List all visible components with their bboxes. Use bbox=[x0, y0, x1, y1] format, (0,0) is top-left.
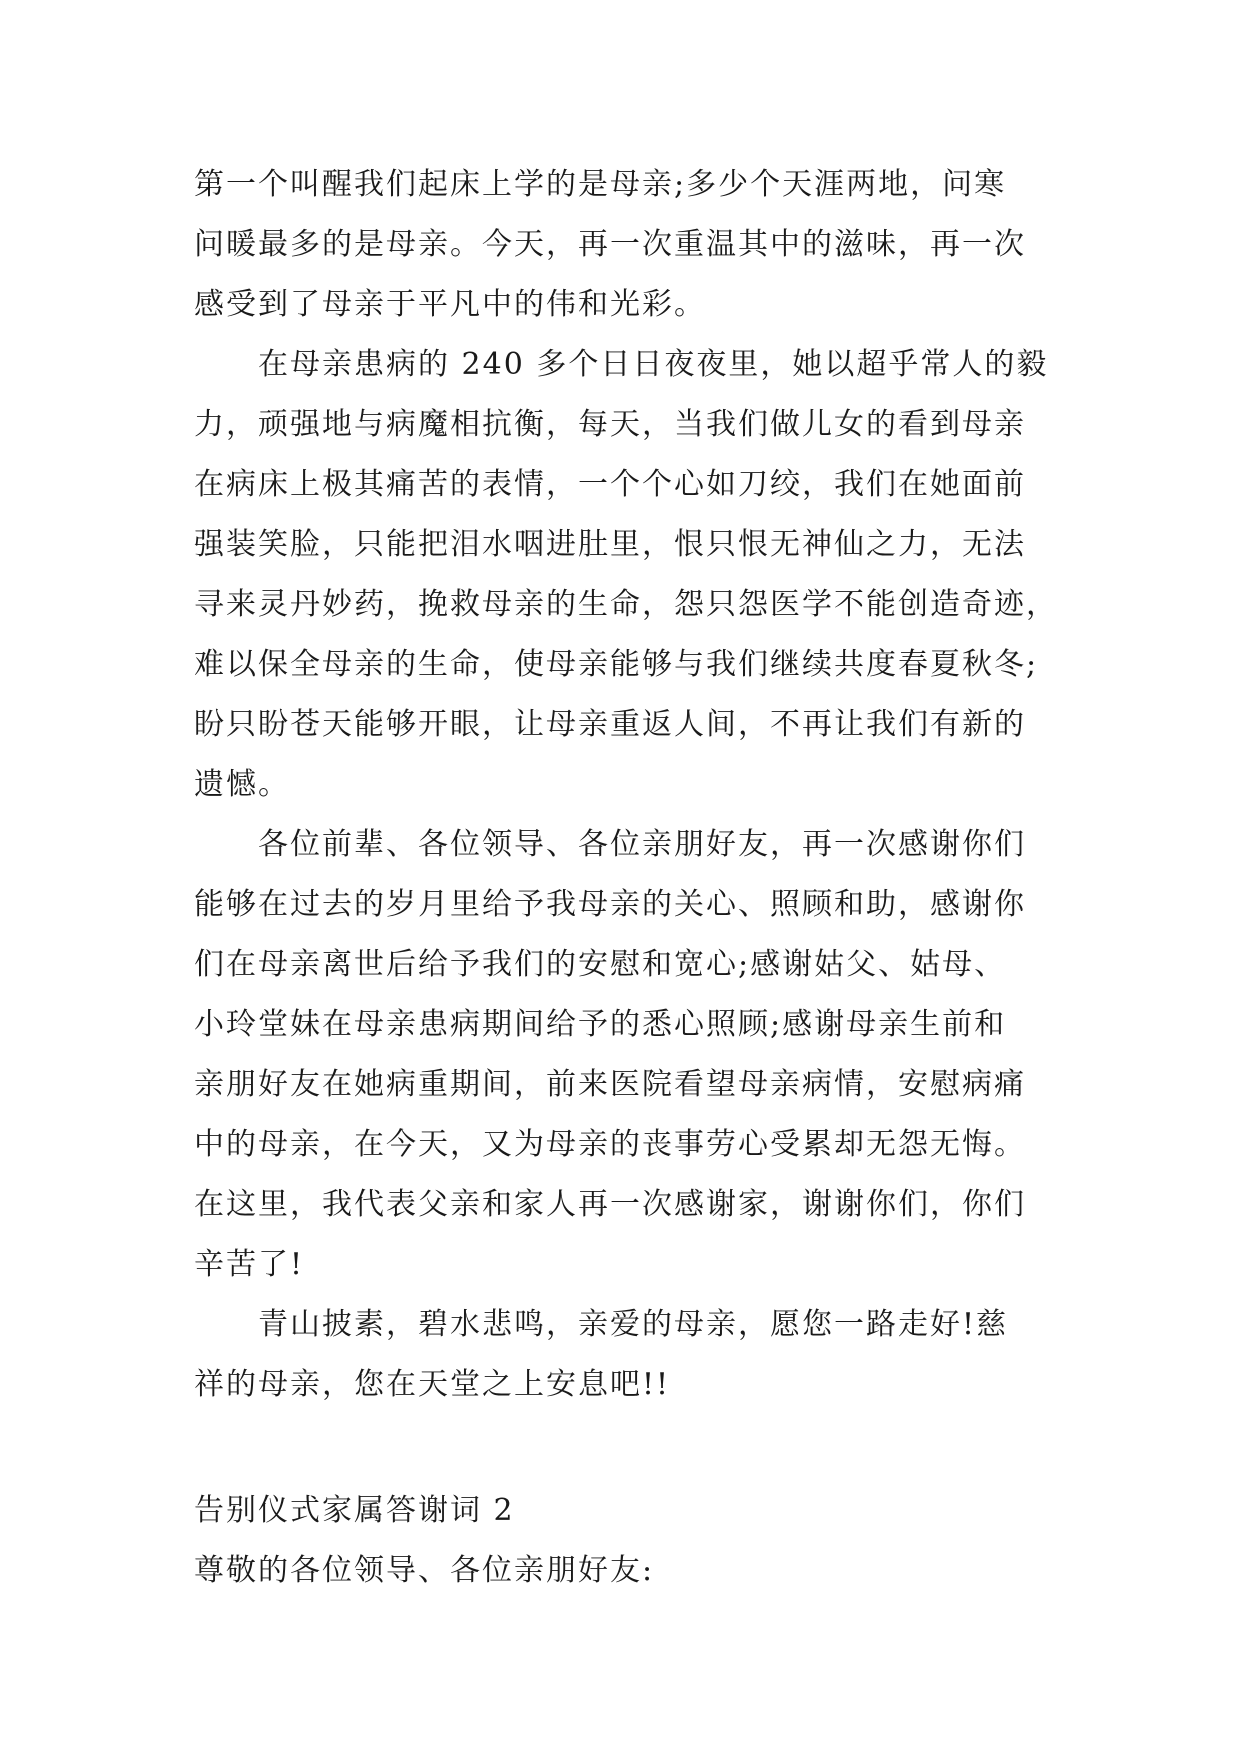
text-line: 祥的母亲，您在天堂之上安息吧!! bbox=[194, 1367, 671, 1402]
text-line: 小玲堂妹在母亲患病期间给予的悉心照顾;感谢母亲生前和 bbox=[194, 1007, 1007, 1042]
text-line: 辛苦了! bbox=[194, 1247, 305, 1282]
paragraph-1 bbox=[194, 155, 1074, 335]
text-line: 各位前辈、各位领导、各位亲朋好友，再一次感谢你们 bbox=[258, 827, 1026, 862]
section-spacer bbox=[194, 1415, 1074, 1481]
text-line: 们在母亲离世后给予我们的安慰和宽心;感谢姑父、姑母、 bbox=[194, 947, 1007, 982]
text-line: 在母亲患病的 240 多个日日夜夜里，她以超乎常人的毅 bbox=[258, 347, 1049, 382]
text-line: 感受到了母亲于平凡中的伟和光彩。 bbox=[194, 287, 706, 322]
text-line: 力，顽强地与病魔相抗衡，每天，当我们做儿女的看到母亲 bbox=[194, 407, 1026, 442]
text-line: 第一个叫醒我们起床上学的是母亲;多少个天涯两地，问寒 bbox=[194, 167, 1007, 202]
text-line: 亲朋好友在她病重期间，前来医院看望母亲病情，安慰病痛 bbox=[194, 1067, 1026, 1102]
text-line: 难以保全母亲的生命，使母亲能够与我们继续共度春夏秋冬; bbox=[194, 647, 1039, 682]
salutation: 尊敬的各位领导、各位亲朋好友: bbox=[194, 1553, 655, 1588]
text-line: 强装笑脸，只能把泪水咽进肚里，恨只恨无神仙之力，无法 bbox=[194, 527, 1026, 562]
paragraph-3 bbox=[194, 815, 1074, 1295]
text-line: 中的母亲，在今天，又为母亲的丧事劳心受累却无怨无悔。 bbox=[194, 1127, 1026, 1162]
text-line: 青山披素，碧水悲鸣，亲爱的母亲，愿您一路走好!慈 bbox=[258, 1307, 1009, 1342]
section-title: 告别仪式家属答谢词 2 bbox=[194, 1493, 515, 1528]
paragraph-2 bbox=[194, 335, 1074, 815]
text-line: 问暖最多的是母亲。今天，再一次重温其中的滋味，再一次 bbox=[194, 227, 1026, 262]
document-content bbox=[194, 155, 1074, 1601]
paragraph-4 bbox=[194, 1295, 1074, 1415]
text-line: 寻来灵丹妙药，挽救母亲的生命，怨只怨医学不能创造奇迹， bbox=[194, 587, 1058, 622]
text-line: 遗憾。 bbox=[194, 767, 290, 802]
text-line: 在病床上极其痛苦的表情，一个个心如刀绞，我们在她面前 bbox=[194, 467, 1026, 502]
text-line: 在这里，我代表父亲和家人再一次感谢家，谢谢你们，你们 bbox=[194, 1187, 1026, 1222]
text-line: 盼只盼苍天能够开眼，让母亲重返人间，不再让我们有新的 bbox=[194, 707, 1026, 742]
text-line: 能够在过去的岁月里给予我母亲的关心、照顾和助，感谢你 bbox=[194, 887, 1026, 922]
